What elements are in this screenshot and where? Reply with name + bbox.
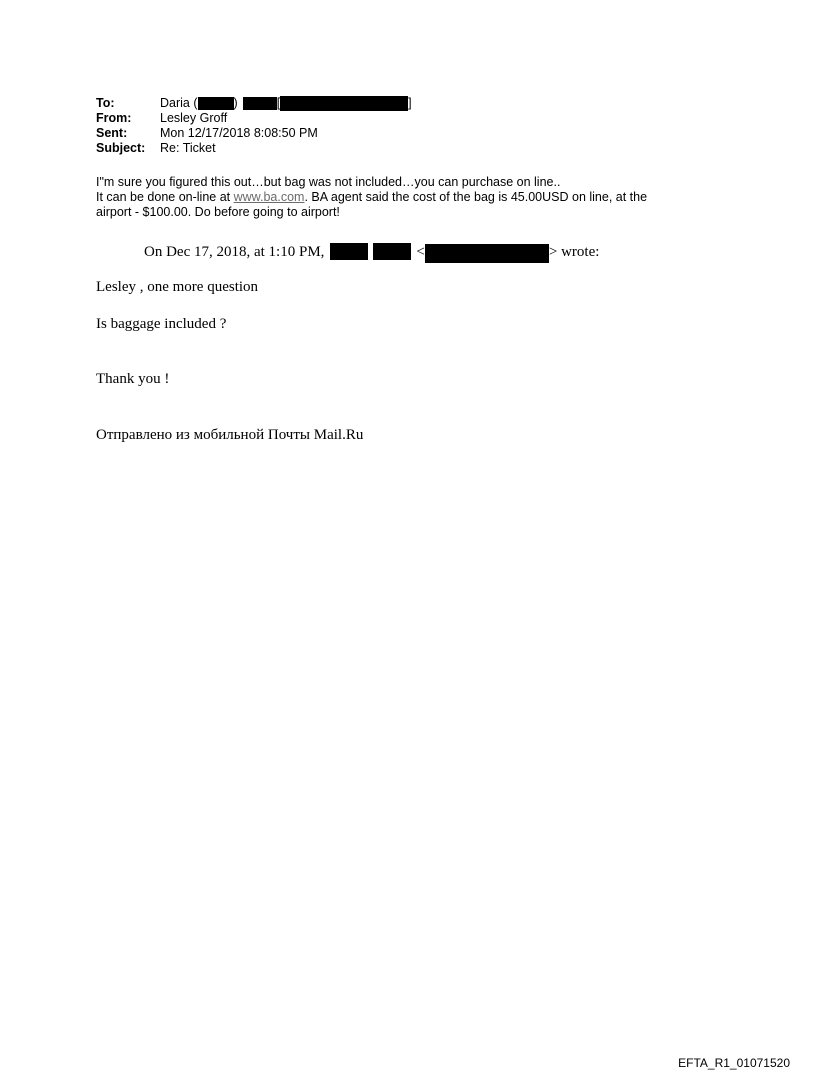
quoted-attribution bbox=[144, 240, 599, 263]
attribution-suffix: > wrote: bbox=[548, 243, 600, 260]
sent-label: Sent: bbox=[96, 126, 128, 140]
subject-value: Re: Ticket bbox=[160, 141, 216, 155]
quoted-line-3: Thank you ! bbox=[96, 371, 170, 387]
from-row bbox=[96, 111, 736, 126]
document-id: EFTA_R1_01071520 bbox=[678, 1056, 790, 1070]
quoted-line-2: Is baggage included ? bbox=[96, 316, 227, 332]
message-line-1: I"m sure you figured this out…but bag was not included…you can purchase on line.. bbox=[96, 175, 561, 189]
to-bracket-open: [ bbox=[276, 96, 281, 110]
message-body bbox=[96, 175, 736, 220]
attribution-lt: < bbox=[416, 243, 425, 260]
to-row bbox=[96, 96, 736, 111]
message-line-2-suffix: . BA agent said the cost of the bag is 45.00USD on line, at the bbox=[304, 190, 648, 204]
redaction-box bbox=[280, 96, 408, 111]
quoted-line-1: Lesley , one more question bbox=[96, 279, 259, 295]
ba-link[interactable]: www.ba.com bbox=[233, 190, 305, 204]
message-line-2-prefix: It can be done on-line at bbox=[96, 190, 234, 204]
redaction-box bbox=[243, 97, 277, 110]
from-label: From: bbox=[96, 111, 132, 125]
redaction-box bbox=[425, 244, 549, 263]
redaction-box bbox=[373, 243, 411, 260]
sent-value: Mon 12/17/2018 8:08:50 PM bbox=[160, 126, 318, 140]
email-header bbox=[96, 96, 736, 156]
attribution-prefix: On Dec 17, 2018, at 1:10 PM, bbox=[144, 243, 325, 260]
to-value bbox=[160, 96, 412, 111]
to-paren-close: ) bbox=[233, 96, 238, 110]
subject-row bbox=[96, 141, 736, 156]
redaction-box bbox=[330, 243, 368, 260]
to-bracket-close: ] bbox=[408, 96, 412, 110]
message-line-3: airport - $100.00. Do before going to airport! bbox=[96, 205, 340, 219]
message-line-2 bbox=[96, 190, 736, 205]
sent-row bbox=[96, 126, 736, 141]
redaction-box bbox=[198, 97, 234, 110]
mobile-signature: Отправлено из мобильной Почты Mail.Ru bbox=[96, 427, 364, 443]
to-name-prefix: Daria ( bbox=[160, 96, 198, 110]
from-value: Lesley Groff bbox=[160, 111, 228, 125]
to-label: To: bbox=[96, 96, 115, 110]
subject-label: Subject: bbox=[96, 141, 146, 155]
